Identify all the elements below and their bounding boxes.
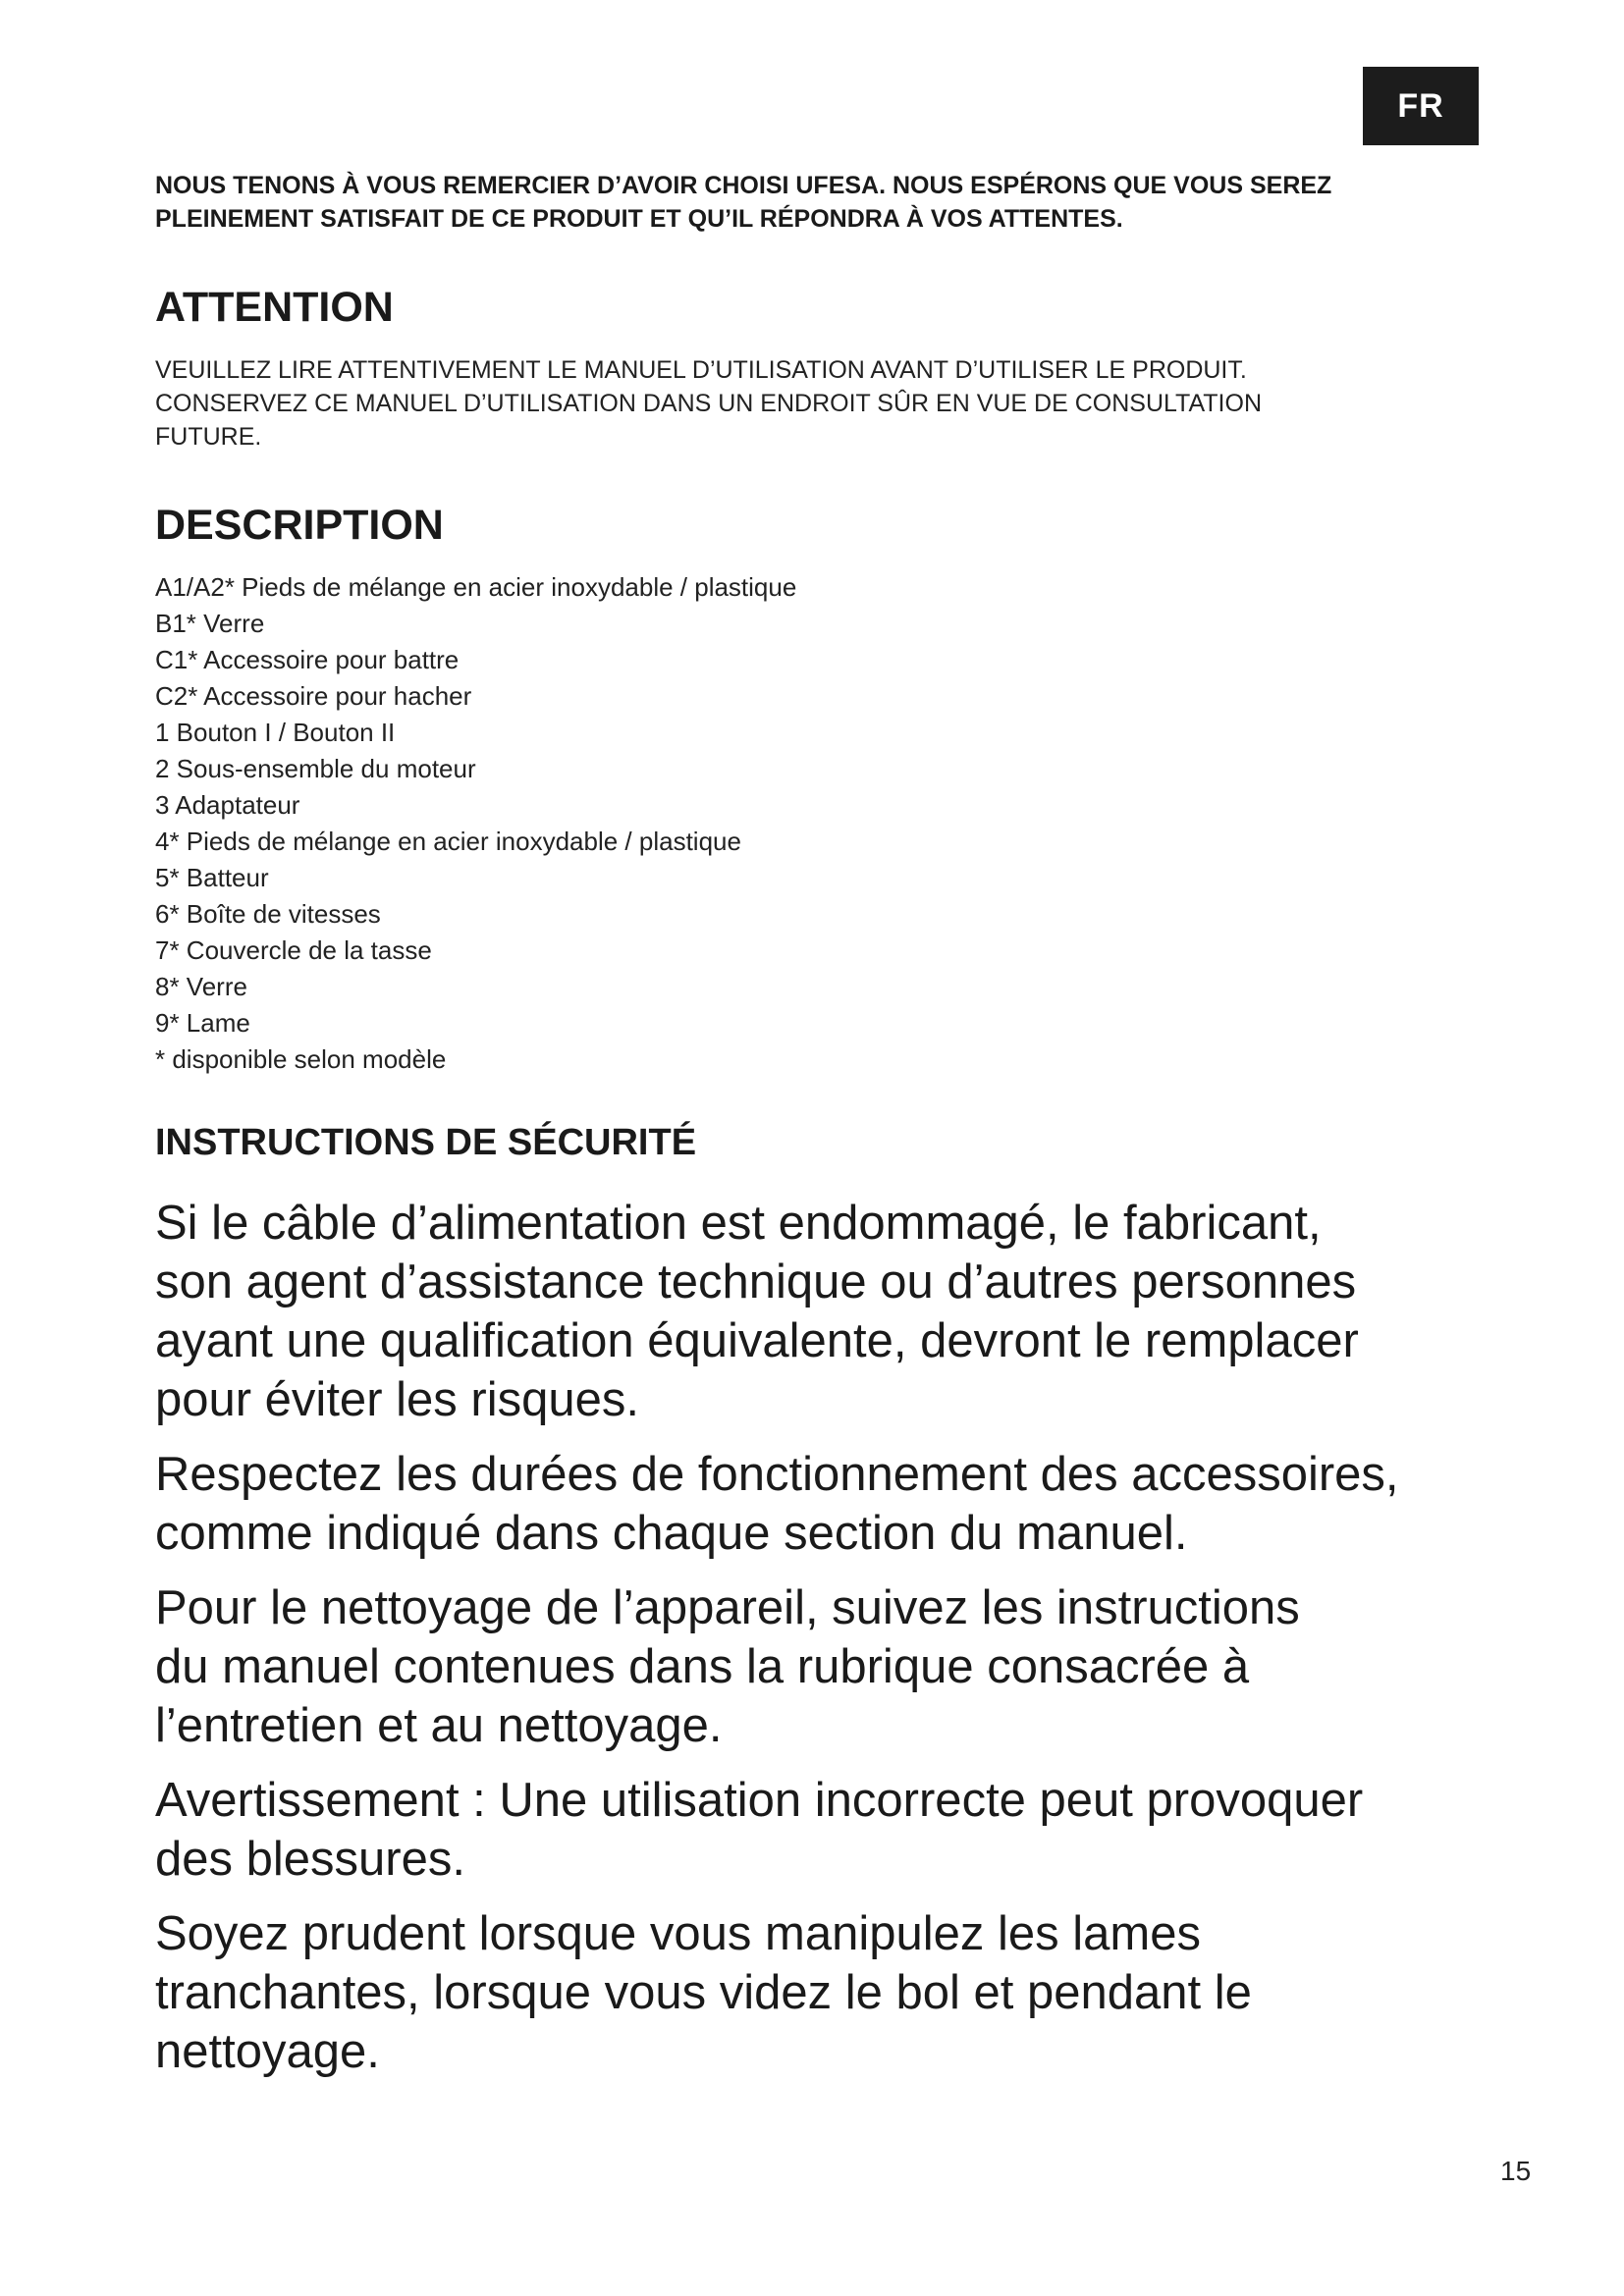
list-item: 4* Pieds de mélange en acier inoxydable / plastique	[155, 827, 741, 856]
list-item: 1 Bouton I / Bouton II	[155, 718, 396, 747]
list-item: 5* Batteur	[155, 863, 269, 892]
safety-paragraph: Respectez les durées de fonctionnement des accessoires, comme indiqué dans chaque section du manuel.	[155, 1448, 1399, 1560]
list-item: 3 Adaptateur	[155, 790, 300, 820]
list-item: A1/A2* Pieds de mélange en acier inoxydable / plastique	[155, 572, 797, 602]
list-item: 2 Sous-ensemble du moteur	[155, 754, 476, 783]
safety-paragraph: Soyez prudent lorsque vous manipulez les lames tranchantes, lorsque vous videz le bol et pendant le nettoyage.	[155, 1907, 1252, 2078]
list-item: 6* Boîte de vitesses	[155, 899, 381, 929]
availability-note: * disponible selon modèle	[155, 1044, 447, 1074]
list-item: 8* Verre	[155, 972, 247, 1001]
list-item: 9* Lame	[155, 1008, 250, 1038]
intro-line: NOUS TENONS À VOUS REMERCIER D’AVOIR CHOISI UFESA. NOUS ESPÉRONS QUE VOUS SEREZ	[155, 172, 1332, 199]
description-heading: DESCRIPTION	[155, 502, 444, 549]
attention-body	[155, 353, 1262, 454]
attention-line: CONSERVEZ CE MANUEL D’UTILISATION DANS UN ENDROIT SÛR EN VUE DE CONSULTATION	[155, 390, 1263, 417]
page-number: 15	[1500, 2156, 1532, 2186]
safety-instructions	[155, 1194, 1510, 2097]
list-item: 7* Couvercle de la tasse	[155, 935, 432, 965]
safety-paragraph: Pour le nettoyage de l’appareil, suivez les instructions du manuel contenues dans la rubrique consacrée à l’entretien et au nettoyage.	[155, 1581, 1300, 1752]
intro-text	[155, 169, 1490, 236]
list-item: C2* Accessoire pour hacher	[155, 681, 472, 711]
attention-heading: ATTENTION	[155, 284, 394, 331]
list-item: C1* Accessoire pour battre	[155, 645, 460, 674]
list-item: B1* Verre	[155, 609, 265, 638]
safety-paragraph: Avertissement : Une utilisation incorrecte peut provoquer des blessures.	[155, 1774, 1364, 1886]
attention-line: FUTURE.	[155, 423, 262, 451]
attention-line: VEUILLEZ LIRE ATTENTIVEMENT LE MANUEL D’UTILISATION AVANT D’UTILISER LE PRODUIT.	[155, 356, 1247, 384]
safety-paragraph: Si le câble d’alimentation est endommagé, le fabricant, son agent d’assistance technique ou d’autres personnes ayant une qualification équivalente, devront le remplacer pour éviter les risques.	[155, 1197, 1359, 1426]
intro-line: PLEINEMENT SATISFAIT DE CE PRODUIT ET QU’IL RÉPONDRA À VOS ATTENTES.	[155, 205, 1123, 233]
language-badge: FR	[1363, 67, 1479, 145]
description-list	[155, 569, 796, 1078]
safety-heading: INSTRUCTIONS DE SÉCURITÉ	[155, 1122, 697, 1163]
